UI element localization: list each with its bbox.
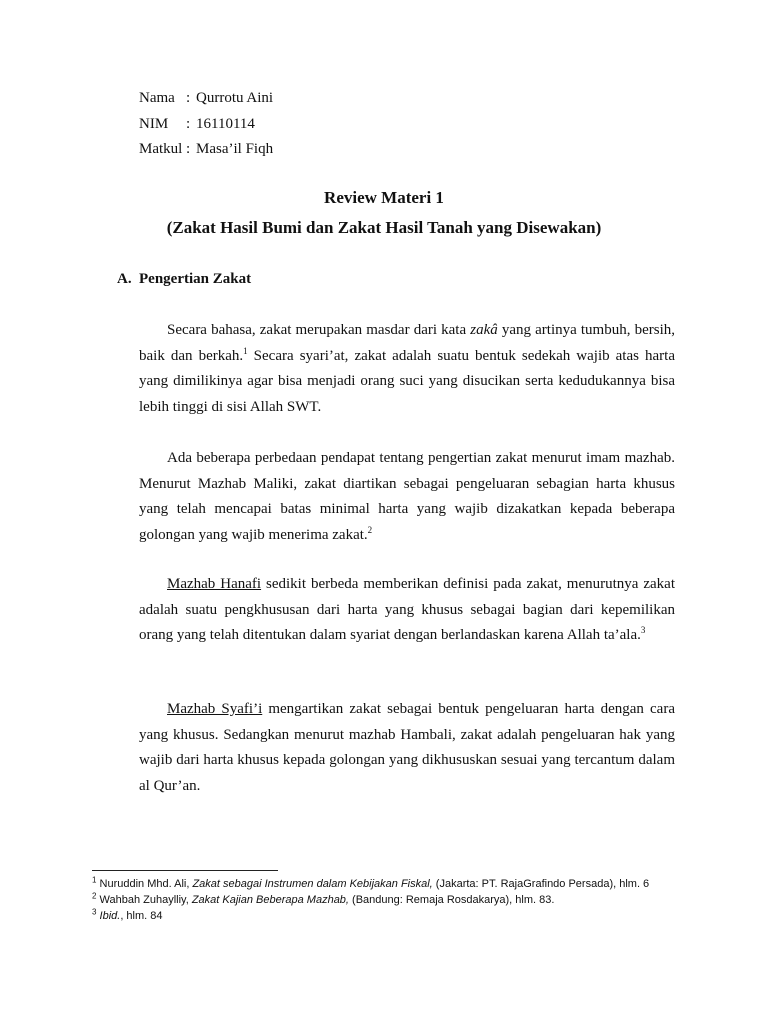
matkul-separator: : [186,141,191,157]
document-title: Review Materi 1 [324,188,444,207]
footnote-3 [92,908,672,924]
nim-row [139,112,273,138]
p2-text: Ada beberapa perbedaan pendapat tentang pengertian zakat menurut imam mazhab. Menurut Mazhab Maliki, zakat diartikan sebagai pengeluaran sebagian harta khusus yang telah mencapai batas minimal harta yang wajib dizakatkan kepada beberapa golongan yang wajib menerima zakat. [139,450,675,543]
footnote-2-author: Wahbah Zuhaylliy, [96,894,192,906]
p4-text: mengartikan zakat sebagai bentuk pengeluaran harta dengan cara yang khusus. Sedangkan menurut mazhab Hambali, zakat adalah pengeluaran hak yang wajib dari harta khusus kepada golongan yang dikhususkan sesuai yang tercantum dalam al Qur’an. [139,701,675,794]
matkul-value: Masa’il Fiqh [196,141,274,157]
footnote-divider [92,870,278,871]
p3-text: sedikit berbeda memberikan definisi pada zakat, menurutnya zakat adalah suatu pengkhususan dari harta yang khusus sebagai bagian dari kepemilikan orang yang telah ditentukan dalam syariat dengan berlandaskan karena Allah ta’ala. [139,576,675,643]
footnote-1-title: Zakat sebagai Instrumen dalam Kebijakan Fiskal, [192,878,433,890]
footnote-ref-2[interactable]: 2 [367,524,373,535]
p1-italic-term: zakâ [470,322,498,338]
paragraph-4 [139,697,675,799]
nim-label: NIM [139,115,169,132]
matkul-label: Matkul [139,141,183,157]
document-subtitle: (Zakat Hasil Bumi dan Zakat Hasil Tanah yang Disewakan) [166,218,602,237]
p1-text-a: Secara bahasa, zakat merupakan masdar dari kata [167,322,471,338]
nama-separator: : [186,90,191,106]
paragraph-2 [139,446,675,548]
section-letter: A. [117,271,132,287]
footnote-2 [92,892,672,908]
footnote-2-number: 2 [92,891,97,901]
footnote-1 [92,876,672,892]
paragraph-1 [139,318,675,420]
p4-underlined-term: Mazhab Syafi’i [167,701,263,717]
nim-value: 16110114 [196,115,255,132]
footnote-3-number: 3 [92,907,97,917]
p1-text-b: yang artinya tumbuh, bersih, baik dan berkah. [139,322,675,364]
matkul-row [139,137,273,163]
student-info [139,86,273,163]
footnote-1-author: Nuruddin Mhd. Ali, [96,878,193,890]
section-heading [117,271,251,288]
footnote-2-publisher: (Bandung: Remaja Rosdakarya), hlm. 83. [348,894,555,906]
footnote-3-publisher: , hlm. 84 [120,910,163,922]
section-title: Pengertian Zakat [139,271,252,287]
nama-label: Nama [139,90,175,106]
paragraph-3 [139,572,675,649]
p1-text-c: Secara syari’at, zakat adalah suatu bentuk sedekah wajib atas harta yang dimilikinya agar bisa menjadi orang suci yang disucikan serta kedudukannya bisa lebih tinggi di sisi Allah SWT. [139,347,675,415]
p3-underlined-term: Mazhab Hanafi [167,576,262,592]
footnote-ref-3[interactable]: 3 [640,625,646,635]
nama-value: Qurrotu Aini [196,90,274,106]
footnote-1-publisher: (Jakarta: PT. RajaGrafindo Persada), hlm. 6 [432,878,650,890]
footnote-3-title: Ibid. [99,910,121,922]
nim-separator: : [186,115,191,132]
footnote-1-number: 1 [92,875,97,885]
footnote-2-title: Zakat Kajian Beberapa Mazhab, [191,894,349,906]
nama-row [139,86,273,112]
footnotes [92,876,672,924]
footnote-ref-1[interactable]: 1 [243,345,248,356]
